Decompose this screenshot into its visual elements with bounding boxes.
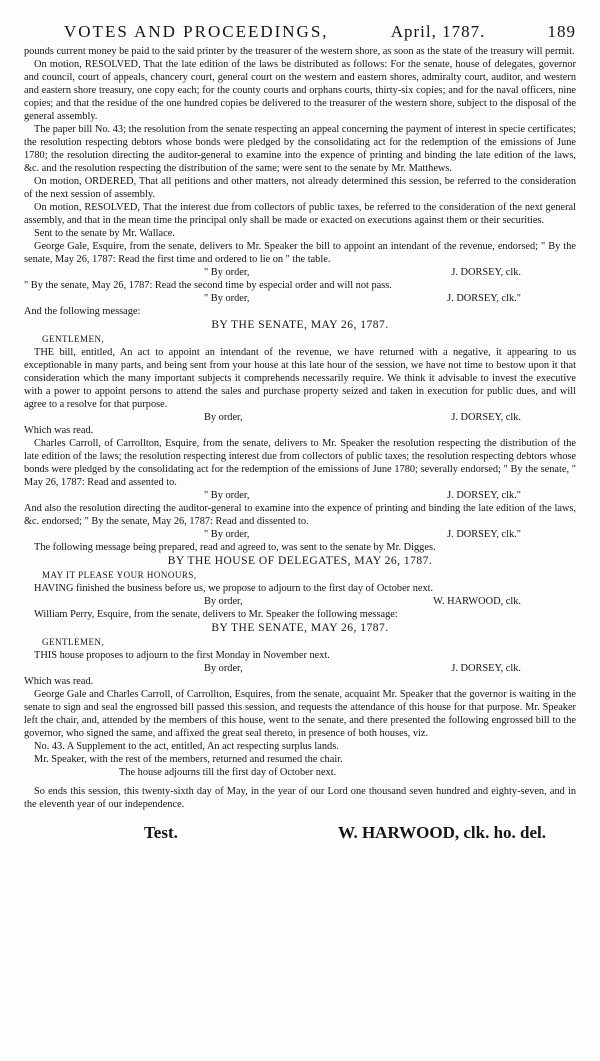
paragraph: The paper bill No. 43; the resolution from the senate respecting an appeal concerning the payment of interest in specie certificates; the resolution respecting debtors whose bonds were pledged by the consolidating act for the redemption of the emissions of June 1780; the resolution directing the auditor-general to examine into the expence of printing and binding the late edition of the laws, &c. and the resolution respecting the distribution of the same; were sent to the senate by Mr. Matthews. xyxy=(24,124,576,174)
clerk-signature: J. DORSEY, clk. xyxy=(451,412,521,423)
paragraph: Charles Carroll, of Carrollton, Esquire, from the senate, delivers to Mr. Speaker the resolution respecting the distribution of the late edition of the laws; the resolution respecting interest due from collectors of public taxes; the resolution respecting debtors whose bonds were pledged by the consolidating act for the redemption of the emissions of June 1780; severally endorsed; " By the senate, " May 26, 1787: Read and assented to. xyxy=(24,438,576,488)
paragraph: The following message being prepared, read and agreed to, was sent to the senate by Mr. Digges. xyxy=(34,542,436,553)
paragraph: George Gale and Charles Carroll, of Carrollton, Esquires, from the senate, acquaint Mr. Speaker that the governor is waiting in the senate to sign and seal the engrossed bill passed this session, and requests the attendance of this house for that purpose. Mr. Speaker left the chair, and, attended by the members of this house, went to the senate, and there presented the following engrossed bill to the governor, who signed the same, and affixed the great seal thereto, in presence of both houses, viz. xyxy=(24,689,576,739)
section-heading: BY THE SENATE, MAY 26, 1787. xyxy=(211,319,389,331)
paragraph: Which was read. xyxy=(24,425,94,436)
attest-signer: W. HARWOOD, clk. ho. del. xyxy=(338,823,546,842)
signature-line xyxy=(24,266,576,279)
salutation: GENTLEMEN, xyxy=(42,334,105,344)
paragraph: THE bill, entitled, An act to appoint an intendant of the revenue, we have returned with a negative, it appearing to us exceptionable in many parts, and being sent from your house at this late hour of the session, we have not time to bestow upon it that consideration which the many important subjects it comprehends necessarily require. We think it advisable to invest the executive with a power to appoint persons to attend the sales and purchase property seized and taken in execution for public dues, and will agree to a resolve for that purpose. xyxy=(24,347,576,410)
header-title: VOTES AND PROCEEDINGS, xyxy=(64,22,329,41)
closing-paragraph: So ends this session, this twenty-sixth day of May, in the year of our Lord one thousand seven hundred and eighty-seven, and in the eleventh year of our independence. xyxy=(24,786,576,810)
paragraph: pounds current money be paid to the said printer by the treasurer of the western shore, as soon as the state of the treasury will permit. xyxy=(24,46,575,57)
paragraph: Sent to the senate by Mr. Wallace. xyxy=(34,228,175,239)
paragraph: William Perry, Esquire, from the senate, delivers to Mr. Speaker the following message: xyxy=(34,609,398,620)
signature-line xyxy=(24,662,576,675)
paragraph: The house adjourns till the first day of October next. xyxy=(119,767,337,778)
paragraph: And also the resolution directing the auditor-general to examine into the expence of printing and binding the late edition of the laws, &c. endorsed; " By the senate, May 26, 1787: Read and dissented to. xyxy=(24,503,576,527)
paragraph: On motion, RESOLVED, That the interest due from collectors of public taxes, be referred to the consideration of the next general assembly, and that in the mean time the principal only shall be made or exacted on executions against them or their securities. xyxy=(24,202,576,226)
paragraph: THIS house proposes to adjourn to the first Monday in November next. xyxy=(34,650,330,661)
by-order-label: " By order, xyxy=(204,267,250,278)
clerk-signature: J. DORSEY, clk. xyxy=(451,663,521,674)
paragraph: On motion, RESOLVED, That the late edition of the laws be distributed as follows: For the senate, house of delegates, governor and council, court of appeals, chancery court, general court on the western and eastern shores, admiralty court, auditor, and western and eastern shore treasury, one copy each; for the county courts and orphans courts, thirty-six copies; and for the naval officers, nine copies; and that the residue of the one hundred copies be delivered to the treasurer of the western shore, subject to the disposal of the general assembly. xyxy=(24,59,576,122)
clerk-signature: J. DORSEY, clk." xyxy=(447,293,521,304)
paragraph: HAVING finished the business before us, we propose to adjourn to the first day of October next. xyxy=(34,583,434,594)
paragraph: Which was read. xyxy=(24,676,94,687)
page-number: 189 xyxy=(547,22,576,41)
signature-line xyxy=(24,595,576,608)
clerk-signature: J. DORSEY, clk." xyxy=(447,490,521,501)
section-heading: BY THE HOUSE OF DELEGATES, MAY 26, 1787. xyxy=(167,555,433,567)
salutation: GENTLEMEN, xyxy=(42,637,105,647)
paragraph: On motion, ORDERED, That all petitions and other matters, not already determined this session, be referred to the consideration of the next session of assembly. xyxy=(24,176,576,200)
clerk-signature: J. DORSEY, clk." xyxy=(447,529,521,540)
by-order-label: By order, xyxy=(204,663,243,674)
signature-line xyxy=(24,292,576,305)
by-order-label: " By order, xyxy=(204,293,250,304)
by-order-label: " By order, xyxy=(204,490,250,501)
document-body xyxy=(24,45,576,811)
by-order-label: " By order, xyxy=(204,529,250,540)
paragraph: George Gale, Esquire, from the senate, delivers to Mr. Speaker the bill to appoint an intendant of the revenue, endorsed; " By the senate, May 26, 1787: Read the first time and ordered to lie on " the table. xyxy=(24,241,576,265)
clerk-signature: W. HARWOOD, clk. xyxy=(433,596,521,607)
running-header xyxy=(64,22,576,42)
by-order-label: By order, xyxy=(204,596,243,607)
by-order-label: By order, xyxy=(204,412,243,423)
paragraph: And the following message: xyxy=(24,306,141,317)
attestation xyxy=(144,823,546,843)
signature-line xyxy=(24,411,576,424)
paragraph: No. 43. A Supplement to the act, entitled, An act respecting surplus lands. xyxy=(34,741,339,752)
clerk-signature: J. DORSEY, clk. xyxy=(451,267,521,278)
signature-line xyxy=(24,489,576,502)
signature-line xyxy=(24,528,576,541)
attest-label: Test. xyxy=(144,823,178,842)
salutation: MAY IT PLEASE YOUR HONOURS, xyxy=(42,570,197,580)
section-heading: BY THE SENATE, MAY 26, 1787. xyxy=(211,622,389,634)
header-date: April, 1787. xyxy=(390,22,486,41)
paragraph: Mr. Speaker, with the rest of the members, returned and resumed the chair. xyxy=(34,754,343,765)
paragraph: " By the senate, May 26, 1787: Read the second time by especial order and will not pass. xyxy=(24,280,392,291)
